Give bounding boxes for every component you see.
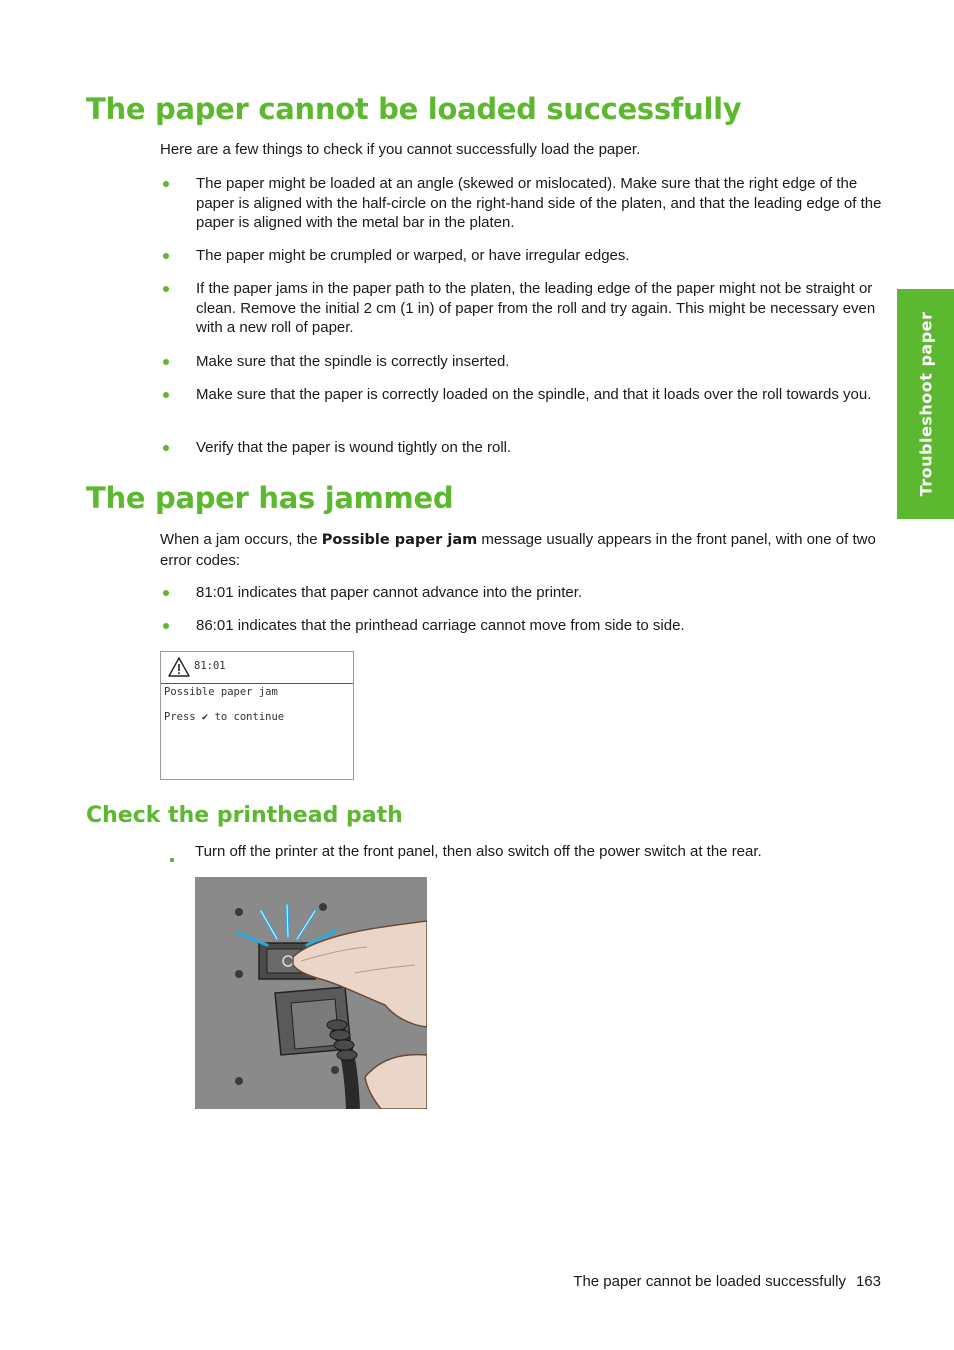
page-number: 163 — [855, 1273, 881, 1290]
list-item-text: Verify that the paper is wound tightly on the roll. — [196, 439, 512, 456]
section2-intro — [160, 530, 882, 570]
bullet-icon — [163, 392, 169, 398]
footer-text: The paper cannot be loaded successfully — [573, 1273, 846, 1290]
section-title-paper-cannot-load: The paper cannot be loaded successfully — [86, 92, 742, 126]
panel-instruction: Press ✔ to continue — [164, 711, 285, 723]
list-item — [160, 352, 882, 372]
list-item — [160, 385, 882, 405]
list-item-text: 86:01 indicates that the printhead carriage cannot move from side to side. — [196, 617, 685, 634]
list-item-text: The paper might be loaded at an angle (skewed or mislocated). Make sure that the right edge of the paper is aligned with the half-circle on the right-hand side of the platen, and that the leading edge of the paper is aligned with the metal bar in the platen. — [196, 175, 882, 231]
power-switch-illustration — [195, 877, 427, 1109]
list-item-text: If the paper jams in the paper path to the platen, the leading edge of the paper might not be straight or clean. Remove the initial 2 cm (1 in) of paper from the roll and try again. This might be necessary even with a new roll of paper. — [196, 280, 876, 336]
list-item — [160, 174, 882, 233]
list-item-text: 81:01 indicates that paper cannot advance into the printer. — [196, 584, 583, 601]
list-item — [160, 583, 882, 603]
section-title-paper-jammed: The paper has jammed — [86, 481, 454, 515]
step-1-text: Turn off the printer at the front panel, then also switch off the power switch at the rear. — [195, 843, 762, 860]
bullet-icon — [163, 286, 169, 292]
error-code: 81:01 — [194, 660, 226, 672]
bullet-icon — [163, 359, 169, 365]
side-tab-label: Troubleshoot paper — [916, 311, 935, 497]
list-item — [160, 246, 882, 266]
section1-intro: Here are a few things to check if you cannot successfully load the paper. — [160, 141, 641, 158]
step-marker-icon — [170, 858, 174, 862]
front-panel-display — [160, 651, 354, 780]
bullet-icon — [163, 445, 169, 451]
list-item-text: Make sure that the paper is correctly loaded on the spindle, and that it loads over the roll towards you. — [196, 386, 872, 403]
list-item-text: Make sure that the spindle is correctly inserted. — [196, 353, 510, 370]
panel-message: Possible paper jam — [164, 686, 278, 698]
bullet-icon — [163, 590, 169, 596]
side-tab — [897, 289, 954, 519]
list-item — [160, 616, 882, 636]
bullet-icon — [163, 181, 169, 187]
list-item — [160, 438, 882, 458]
front-panel-header — [161, 652, 353, 684]
section2-intro-before: When a jam occurs, the — [160, 531, 322, 548]
list-item-text: The paper might be crumpled or warped, or have irregular edges. — [196, 247, 630, 264]
bullet-icon — [163, 623, 169, 629]
section2-intro-after: message usually appears in the front panel, with one of two error codes: — [160, 531, 876, 569]
list-item — [160, 279, 882, 338]
bullet-icon — [163, 253, 169, 259]
section2-intro-bold: Possible paper jam — [321, 532, 478, 548]
section-title-printhead-path: Check the printhead path — [86, 803, 403, 828]
page-footer — [573, 1273, 881, 1290]
warning-triangle-icon — [168, 657, 190, 677]
